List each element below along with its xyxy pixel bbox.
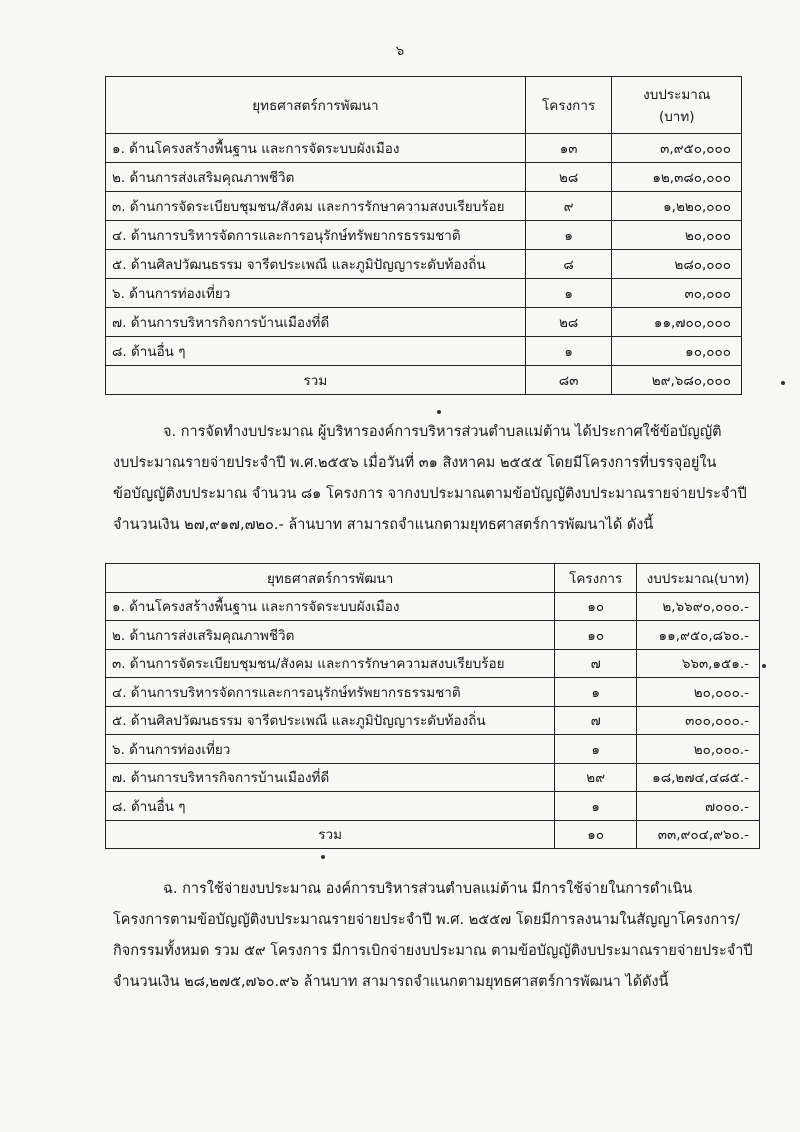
paragraph-budget-preparation [113, 417, 763, 541]
table-row [106, 649, 760, 678]
table-row [106, 134, 742, 163]
budget-cell: ๗๐๐๐.- [637, 792, 760, 821]
paragraph-line: งบประมาณรายจ่ายประจำปี พ.ศ.๒๕๕๖ เมื่อวันที่ ๓๑ สิงหาคม ๒๕๕๕ โดยมีโครงการที่บรรจุอยู่ใน [113, 455, 717, 471]
strategy-cell: ๖. ด้านการท่องเที่ยว [106, 279, 526, 308]
budget-cell: ๓๐,๐๐๐ [612, 279, 742, 308]
projects-cell: ๑ [525, 221, 612, 250]
scan-speck [437, 410, 441, 414]
strategy-cell: ๔. ด้านการบริหารจัดการและการอนุรักษ์ทรัพยากรธรรมชาติ [106, 678, 555, 707]
projects-cell: ๒๙ [555, 763, 637, 792]
table-row [106, 250, 742, 279]
strategy-cell: ๒. ด้านการส่งเสริมคุณภาพชีวิต [106, 163, 526, 192]
budget-cell: ๓๐๐,๐๐๐.- [637, 706, 760, 735]
strategy-cell: ๔. ด้านการบริหารจัดการและการอนุรักษ์ทรัพยากรธรรมชาติ [106, 221, 526, 250]
table-row [106, 279, 742, 308]
header-budget [612, 77, 742, 134]
projects-cell: ๗ [555, 649, 637, 678]
budget-cell: ๒๐,๐๐๐.- [637, 735, 760, 764]
table-row [106, 592, 760, 621]
table-header-row [106, 77, 742, 134]
total-projects: ๑๐ [555, 820, 637, 849]
budget-cell: ๓,๙๕๐,๐๐๐ [612, 134, 742, 163]
table-row [106, 163, 742, 192]
table-row [106, 308, 742, 337]
scan-speck [762, 664, 766, 668]
strategy-cell: ๑. ด้านโครงสร้างพื้นฐาน และการจัดระบบผังเมือง [106, 592, 555, 621]
table-row [106, 337, 742, 366]
strategy-cell: ๓. ด้านการจัดระเบียบชุมชน/สังคม และการรักษาความสงบเรียบร้อย [106, 192, 526, 221]
projects-cell: ๗ [555, 706, 637, 735]
projects-cell: ๑ [555, 735, 637, 764]
projects-cell: ๙ [525, 192, 612, 221]
projects-cell: ๑๓ [525, 134, 612, 163]
budget-cell: ๑๑,๗๐๐,๐๐๐ [612, 308, 742, 337]
table-header-row [106, 564, 760, 593]
strategy-cell: ๗. ด้านการบริหารกิจการบ้านเมืองที่ดี [106, 763, 555, 792]
paragraph-line: จ. การจัดทำงบประมาณ ผู้บริหารองค์การบริหารส่วนตำบลแม่ต้าน ได้ประกาศใช้ข้อบัญญัติ [163, 424, 722, 440]
table-total-row [106, 366, 742, 395]
paragraph-line: กิจกรรมทั้งหมด รวม ๕๙ โครงการ มีการเบิกจ่ายงบประมาณ ตามข้อบัญญัติงบประมาณรายจ่ายประจำปี [113, 943, 753, 959]
strategy-cell: ๘. ด้านอื่น ๆ [106, 792, 555, 821]
header-budget: งบประมาณ(บาท) [637, 564, 760, 593]
projects-cell: ๑ [555, 792, 637, 821]
table-row [106, 735, 760, 764]
table-row [106, 792, 760, 821]
budget-cell: ๑,๒๒๐,๐๐๐ [612, 192, 742, 221]
strategy-cell: ๘. ด้านอื่น ๆ [106, 337, 526, 366]
projects-cell: ๑ [525, 279, 612, 308]
header-strategy: ยุทธศาสตร์การพัฒนา [106, 77, 526, 134]
paragraph-line: ข้อบัญญัติงบประมาณ จำนวน ๘๑ โครงการ จากงบประมาณตามข้อบัญญัติงบประมาณรายจ่ายประจำปี [113, 486, 747, 502]
page-number: ๖ [395, 44, 405, 59]
header-projects: โครงการ [555, 564, 637, 593]
header-budget-line1: งบประมาณ [643, 87, 711, 103]
scan-speck [781, 381, 785, 385]
strategy-cell: ๖. ด้านการท่องเที่ยว [106, 735, 555, 764]
table-row [106, 678, 760, 707]
total-label: รวม [106, 820, 555, 849]
budget-table-2557 [105, 563, 760, 849]
projects-cell: ๑ [555, 678, 637, 707]
total-projects: ๘๓ [525, 366, 612, 395]
strategy-cell: ๗. ด้านการบริหารกิจการบ้านเมืองที่ดี [106, 308, 526, 337]
table-row [106, 763, 760, 792]
budget-cell: ๑๒,๓๘๐,๐๐๐ [612, 163, 742, 192]
budget-cell: ๑๑,๙๕๐,๘๖๐.- [637, 621, 760, 650]
table-total-row [106, 820, 760, 849]
table-row [106, 621, 760, 650]
projects-cell: ๘ [525, 250, 612, 279]
budget-cell: ๖๖๓,๑๕๑.- [637, 649, 760, 678]
header-projects: โครงการ [525, 77, 612, 134]
budget-cell: ๑๐,๐๐๐ [612, 337, 742, 366]
paragraph-line: จำนวนเงิน ๒๘,๒๗๕,๗๖๐.๙๖ ล้านบาท สามารถจำแนกตามยุทธศาสตร์การพัฒนา ได้ดังนี้ [113, 974, 669, 990]
strategy-cell: ๓. ด้านการจัดระเบียบชุมชน/สังคม และการรักษาความสงบเรียบร้อย [106, 649, 555, 678]
projects-cell: ๑๐ [555, 621, 637, 650]
projects-cell: ๑ [525, 337, 612, 366]
projects-cell: ๒๘ [525, 308, 612, 337]
paragraph-line: โครงการตามข้อบัญญัติงบประมาณรายจ่ายประจำปี พ.ศ. ๒๕๕๗ โดยมีการลงนามในสัญญาโครงการ/ [113, 912, 740, 928]
budget-table-2556 [105, 76, 742, 395]
table-row [106, 221, 742, 250]
total-budget: ๓๓,๙๐๔,๙๖๐.- [637, 820, 760, 849]
paragraph-line: ฉ. การใช้จ่ายงบประมาณ องค์การบริหารส่วนตำบลแม่ต้าน มีการใช้จ่ายในการดำเนิน [163, 881, 693, 897]
strategy-cell: ๒. ด้านการส่งเสริมคุณภาพชีวิต [106, 621, 555, 650]
budget-cell: ๒๐,๐๐๐ [612, 221, 742, 250]
budget-cell: ๑๘,๒๗๔,๔๘๕.- [637, 763, 760, 792]
paragraph-line: จำนวนเงิน ๒๗,๙๑๗,๗๒๐.- ล้านบาท สามารถจำแนกตามยุทธศาสตร์การพัฒนาได้ ดังนี้ [113, 517, 654, 533]
strategy-cell: ๕. ด้านศิลปวัฒนธรรม จารีตประเพณี และภูมิปัญญาระดับท้องถิ่น [106, 706, 555, 735]
scan-speck [321, 855, 325, 859]
projects-cell: ๑๐ [555, 592, 637, 621]
table-row [106, 192, 742, 221]
strategy-cell: ๑. ด้านโครงสร้างพื้นฐาน และการจัดระบบผังเมือง [106, 134, 526, 163]
budget-cell: ๒๐,๐๐๐.- [637, 678, 760, 707]
budget-cell: ๒,๖๖๙๐,๐๐๐.- [637, 592, 760, 621]
total-budget: ๒๙,๖๘๐,๐๐๐ [612, 366, 742, 395]
total-label: รวม [106, 366, 526, 395]
budget-cell: ๒๘๐,๐๐๐ [612, 250, 742, 279]
header-strategy: ยุทธศาสตร์การพัฒนา [106, 564, 555, 593]
paragraph-budget-spending [113, 874, 763, 998]
projects-cell: ๒๘ [525, 163, 612, 192]
table-row [106, 706, 760, 735]
header-budget-line2: (บาท) [658, 109, 695, 125]
strategy-cell: ๕. ด้านศิลปวัฒนธรรม จารีตประเพณี และภูมิปัญญาระดับท้องถิ่น [106, 250, 526, 279]
